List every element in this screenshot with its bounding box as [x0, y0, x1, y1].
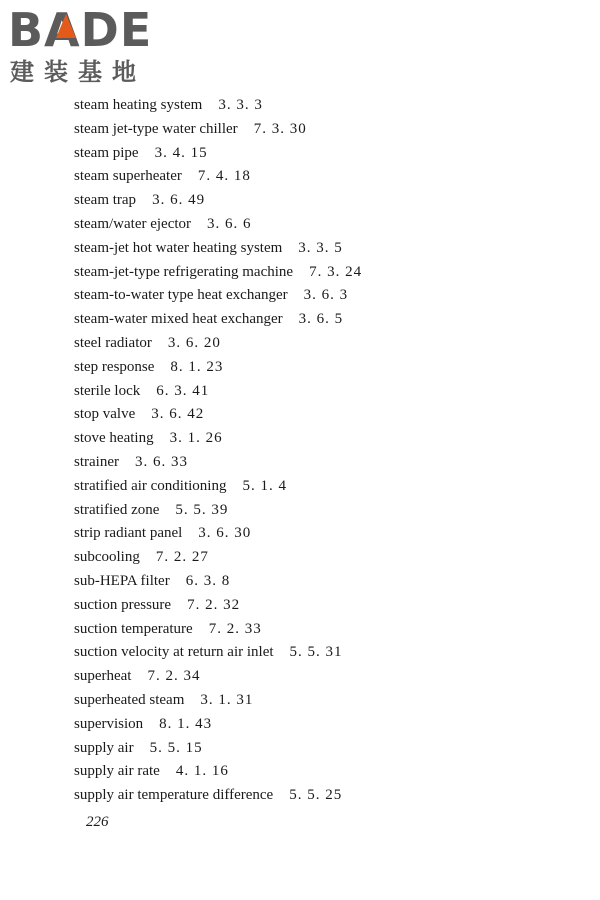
index-entry: [74, 641, 554, 665]
index-term: suction velocity at return air inlet: [74, 644, 274, 661]
index-term: steam superheater: [74, 168, 182, 185]
index-reference: 7. 3. 30: [253, 120, 307, 137]
index-entry: [74, 451, 554, 475]
index-term: steam jet-type water chiller: [74, 120, 238, 137]
index-entry: [74, 594, 554, 618]
index-reference: 3. 1. 26: [169, 430, 223, 447]
index-term: steam-to-water type heat exchanger: [74, 287, 288, 304]
index-entry-list: [74, 94, 554, 808]
index-entry: [74, 499, 554, 523]
page-number: 226: [86, 814, 109, 830]
index-entry: [74, 403, 554, 427]
index-entry: [74, 618, 554, 642]
index-term: steam-jet hot water heating system: [74, 239, 283, 256]
index-reference: 7. 2. 34: [147, 668, 201, 685]
index-reference: 5. 5. 31: [289, 644, 343, 661]
index-entry: [74, 522, 554, 546]
index-entry: [74, 165, 554, 189]
index-term: supply air rate: [74, 763, 160, 780]
index-term: superheated steam: [74, 691, 185, 708]
index-entry: [74, 213, 554, 237]
index-reference: 6. 3. 8: [185, 572, 231, 589]
index-reference: 8. 1. 43: [159, 715, 213, 732]
index-term: supply air: [74, 739, 134, 756]
index-reference: 3. 6. 3: [303, 287, 349, 304]
index-reference: 7. 2. 27: [155, 549, 209, 566]
index-reference: 7. 3. 24: [309, 263, 363, 280]
index-entry: [74, 760, 554, 784]
index-reference: 3. 6. 33: [134, 453, 188, 470]
index-entry: [74, 332, 554, 356]
logo-brand: BADE: [8, 3, 153, 57]
index-reference: 3. 6. 5: [298, 311, 344, 328]
index-reference: 8. 1. 23: [170, 358, 224, 375]
index-term: stratified air conditioning: [74, 477, 227, 494]
index-reference: 5. 5. 25: [289, 787, 343, 804]
index-reference: 3. 6. 49: [152, 192, 206, 209]
index-term: steam pipe: [74, 144, 139, 161]
logo-triangle-icon: [56, 14, 76, 38]
index-term: steam/water ejector: [74, 215, 192, 232]
index-entry: [74, 284, 554, 308]
index-reference: 5. 1. 4: [242, 477, 287, 494]
index-entry: [74, 142, 554, 166]
index-term: stove heating: [74, 430, 154, 447]
watermark-logo: [8, 4, 178, 88]
index-reference: 3. 3. 3: [218, 97, 263, 113]
index-term: steam-jet-type refrigerating machine: [74, 263, 294, 280]
index-reference: 4. 1. 16: [175, 763, 229, 780]
index-term: superheat: [74, 668, 132, 685]
index-term: sterile lock: [74, 382, 141, 399]
index-entry: [74, 356, 554, 380]
index-reference: 5. 5. 15: [149, 739, 203, 756]
index-reference: 3. 4. 15: [154, 144, 208, 161]
index-reference: 3. 1. 31: [200, 691, 254, 708]
index-term: steam heating system: [74, 97, 203, 113]
index-entry: [74, 427, 554, 451]
index-term: suction temperature: [74, 620, 193, 637]
index-reference: 3. 6. 6: [207, 215, 252, 232]
index-term: strainer: [74, 453, 119, 470]
index-reference: 3. 6. 42: [151, 406, 205, 423]
index-entry: [74, 118, 554, 142]
index-entry: [74, 237, 554, 261]
index-reference: 3. 3. 5: [298, 239, 343, 256]
index-entry: [74, 261, 554, 285]
logo-subtitle: 建装基地: [10, 58, 146, 86]
index-reference: 6. 3. 41: [156, 382, 210, 399]
index-entry: [74, 570, 554, 594]
index-term: strip radiant panel: [74, 525, 183, 542]
index-entry: [74, 665, 554, 689]
index-entry: [74, 784, 554, 808]
index-reference: 7. 2. 32: [187, 596, 241, 613]
index-term: supervision: [74, 715, 144, 732]
index-entry: [74, 308, 554, 332]
index-entry: [74, 546, 554, 570]
index-term: subcooling: [74, 549, 140, 566]
index-term: stratified zone: [74, 501, 160, 518]
index-term: step response: [74, 358, 155, 375]
index-entry: [74, 475, 554, 499]
index-reference: 5. 5. 39: [175, 501, 229, 518]
index-term: suction pressure: [74, 596, 172, 613]
index-term: steel radiator: [74, 334, 152, 351]
index-term: steam-water mixed heat exchanger: [74, 311, 283, 328]
index-reference: 3. 6. 20: [167, 334, 221, 351]
index-term: stop valve: [74, 406, 136, 423]
index-entry: [74, 737, 554, 761]
index-reference: 3. 6. 30: [198, 525, 252, 542]
index-entry: [74, 689, 554, 713]
index-reference: 7. 4. 18: [197, 168, 251, 185]
index-entry: [74, 189, 554, 213]
index-entry: [74, 713, 554, 737]
index-reference: 7. 2. 33: [208, 620, 262, 637]
index-entry: [74, 94, 554, 118]
index-term: sub-HEPA filter: [74, 572, 170, 589]
index-term: steam trap: [74, 192, 137, 209]
index-entry: [74, 380, 554, 404]
index-term: supply air temperature difference: [74, 787, 274, 804]
